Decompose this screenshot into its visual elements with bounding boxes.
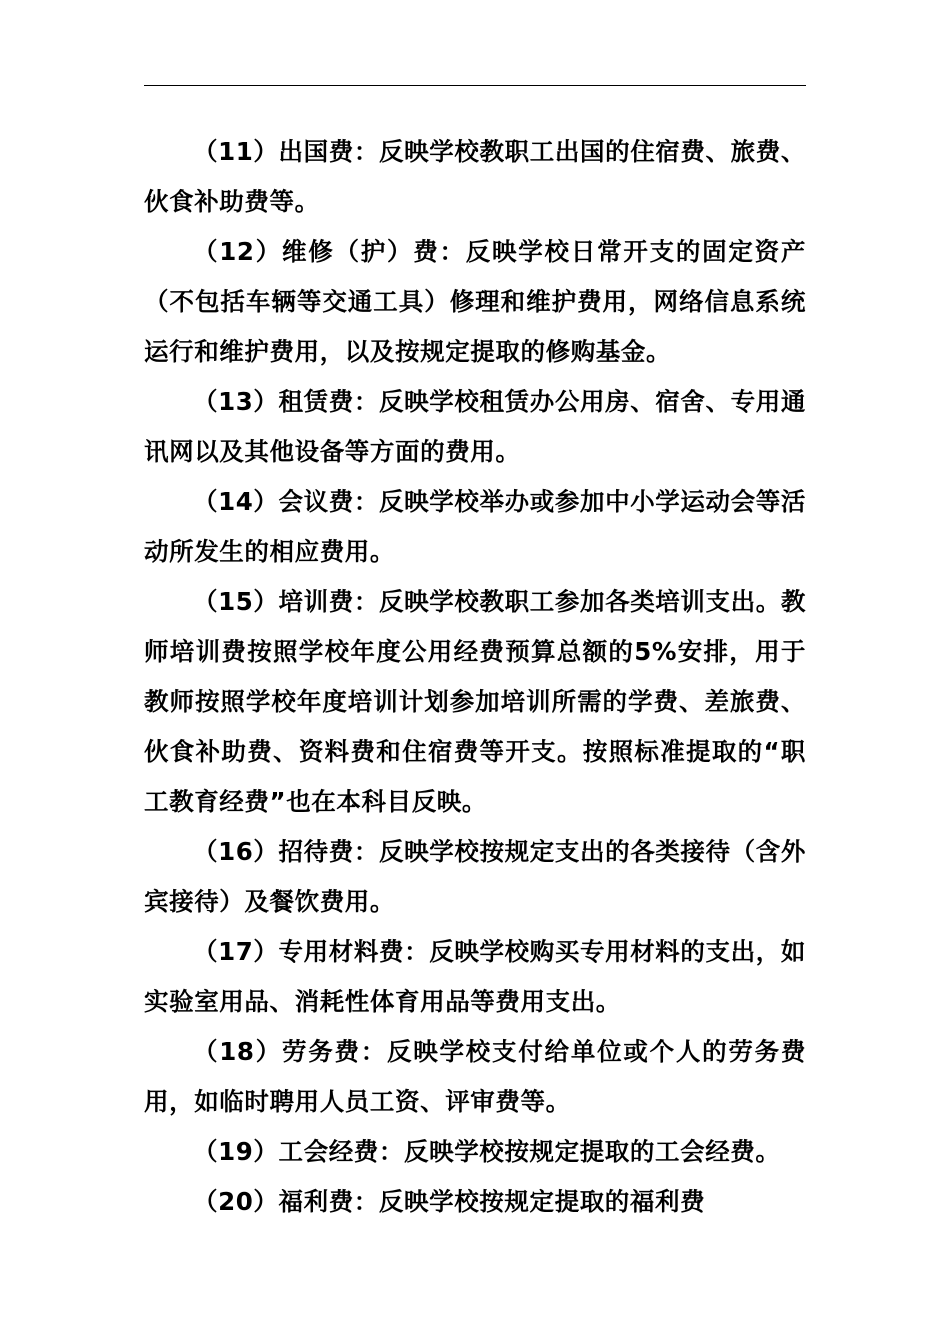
paragraph-14-meeting-expenses: （14）会议费：反映学校举办或参加中小学运动会等活动所发生的相应费用。 (144, 487, 806, 566)
paragraph-16-hospitality-expenses: （16）招待费：反映学校按规定支出的各类接待（含外宾接待）及餐饮费用。 (144, 837, 806, 916)
paragraph-18-labor-service-expenses: （18）劳务费：反映学校支付给单位或个人的劳务费用，如临时聘用人员工资、评审费等。 (144, 1037, 806, 1116)
paragraph-19-union-funds: （19）工会经费：反映学校按规定提取的工会经费。 (193, 1137, 781, 1166)
header-rule (144, 85, 806, 86)
paragraph-12-maintenance-expenses: （12）维修（护）费：反映学校日常开支的固定资产（不包括车辆等交通工具）修理和维护费用，网络信息系统运行和维护费用，以及按规定提取的修购基金。 (144, 237, 806, 366)
paragraph-20-welfare-expenses: （20）福利费：反映学校按规定提取的福利费 (193, 1187, 706, 1216)
document-body (144, 127, 806, 1227)
paragraph-15-training-expenses: （15）培训费：反映学校教职工参加各类培训支出。教师培训费按照学校年度公用经费预算总额的5%安排，用于教师按照学校年度培训计划参加培训所需的学费、差旅费、伙食补助费、资料费和住宿费等开支。按照标准提取的“职工教育经费”也在本科目反映。 (144, 587, 806, 816)
paragraph-11-overseas-expenses: （11）出国费：反映学校教职工出国的住宿费、旅费、伙食补助费等。 (144, 137, 806, 216)
paragraph-17-special-materials-expenses: （17）专用材料费：反映学校购买专用材料的支出，如实验室用品、消耗性体育用品等费用支出。 (144, 937, 806, 1016)
paragraph-13-rental-expenses: （13）租赁费：反映学校租赁办公用房、宿舍、专用通讯网以及其他设备等方面的费用。 (144, 387, 806, 466)
